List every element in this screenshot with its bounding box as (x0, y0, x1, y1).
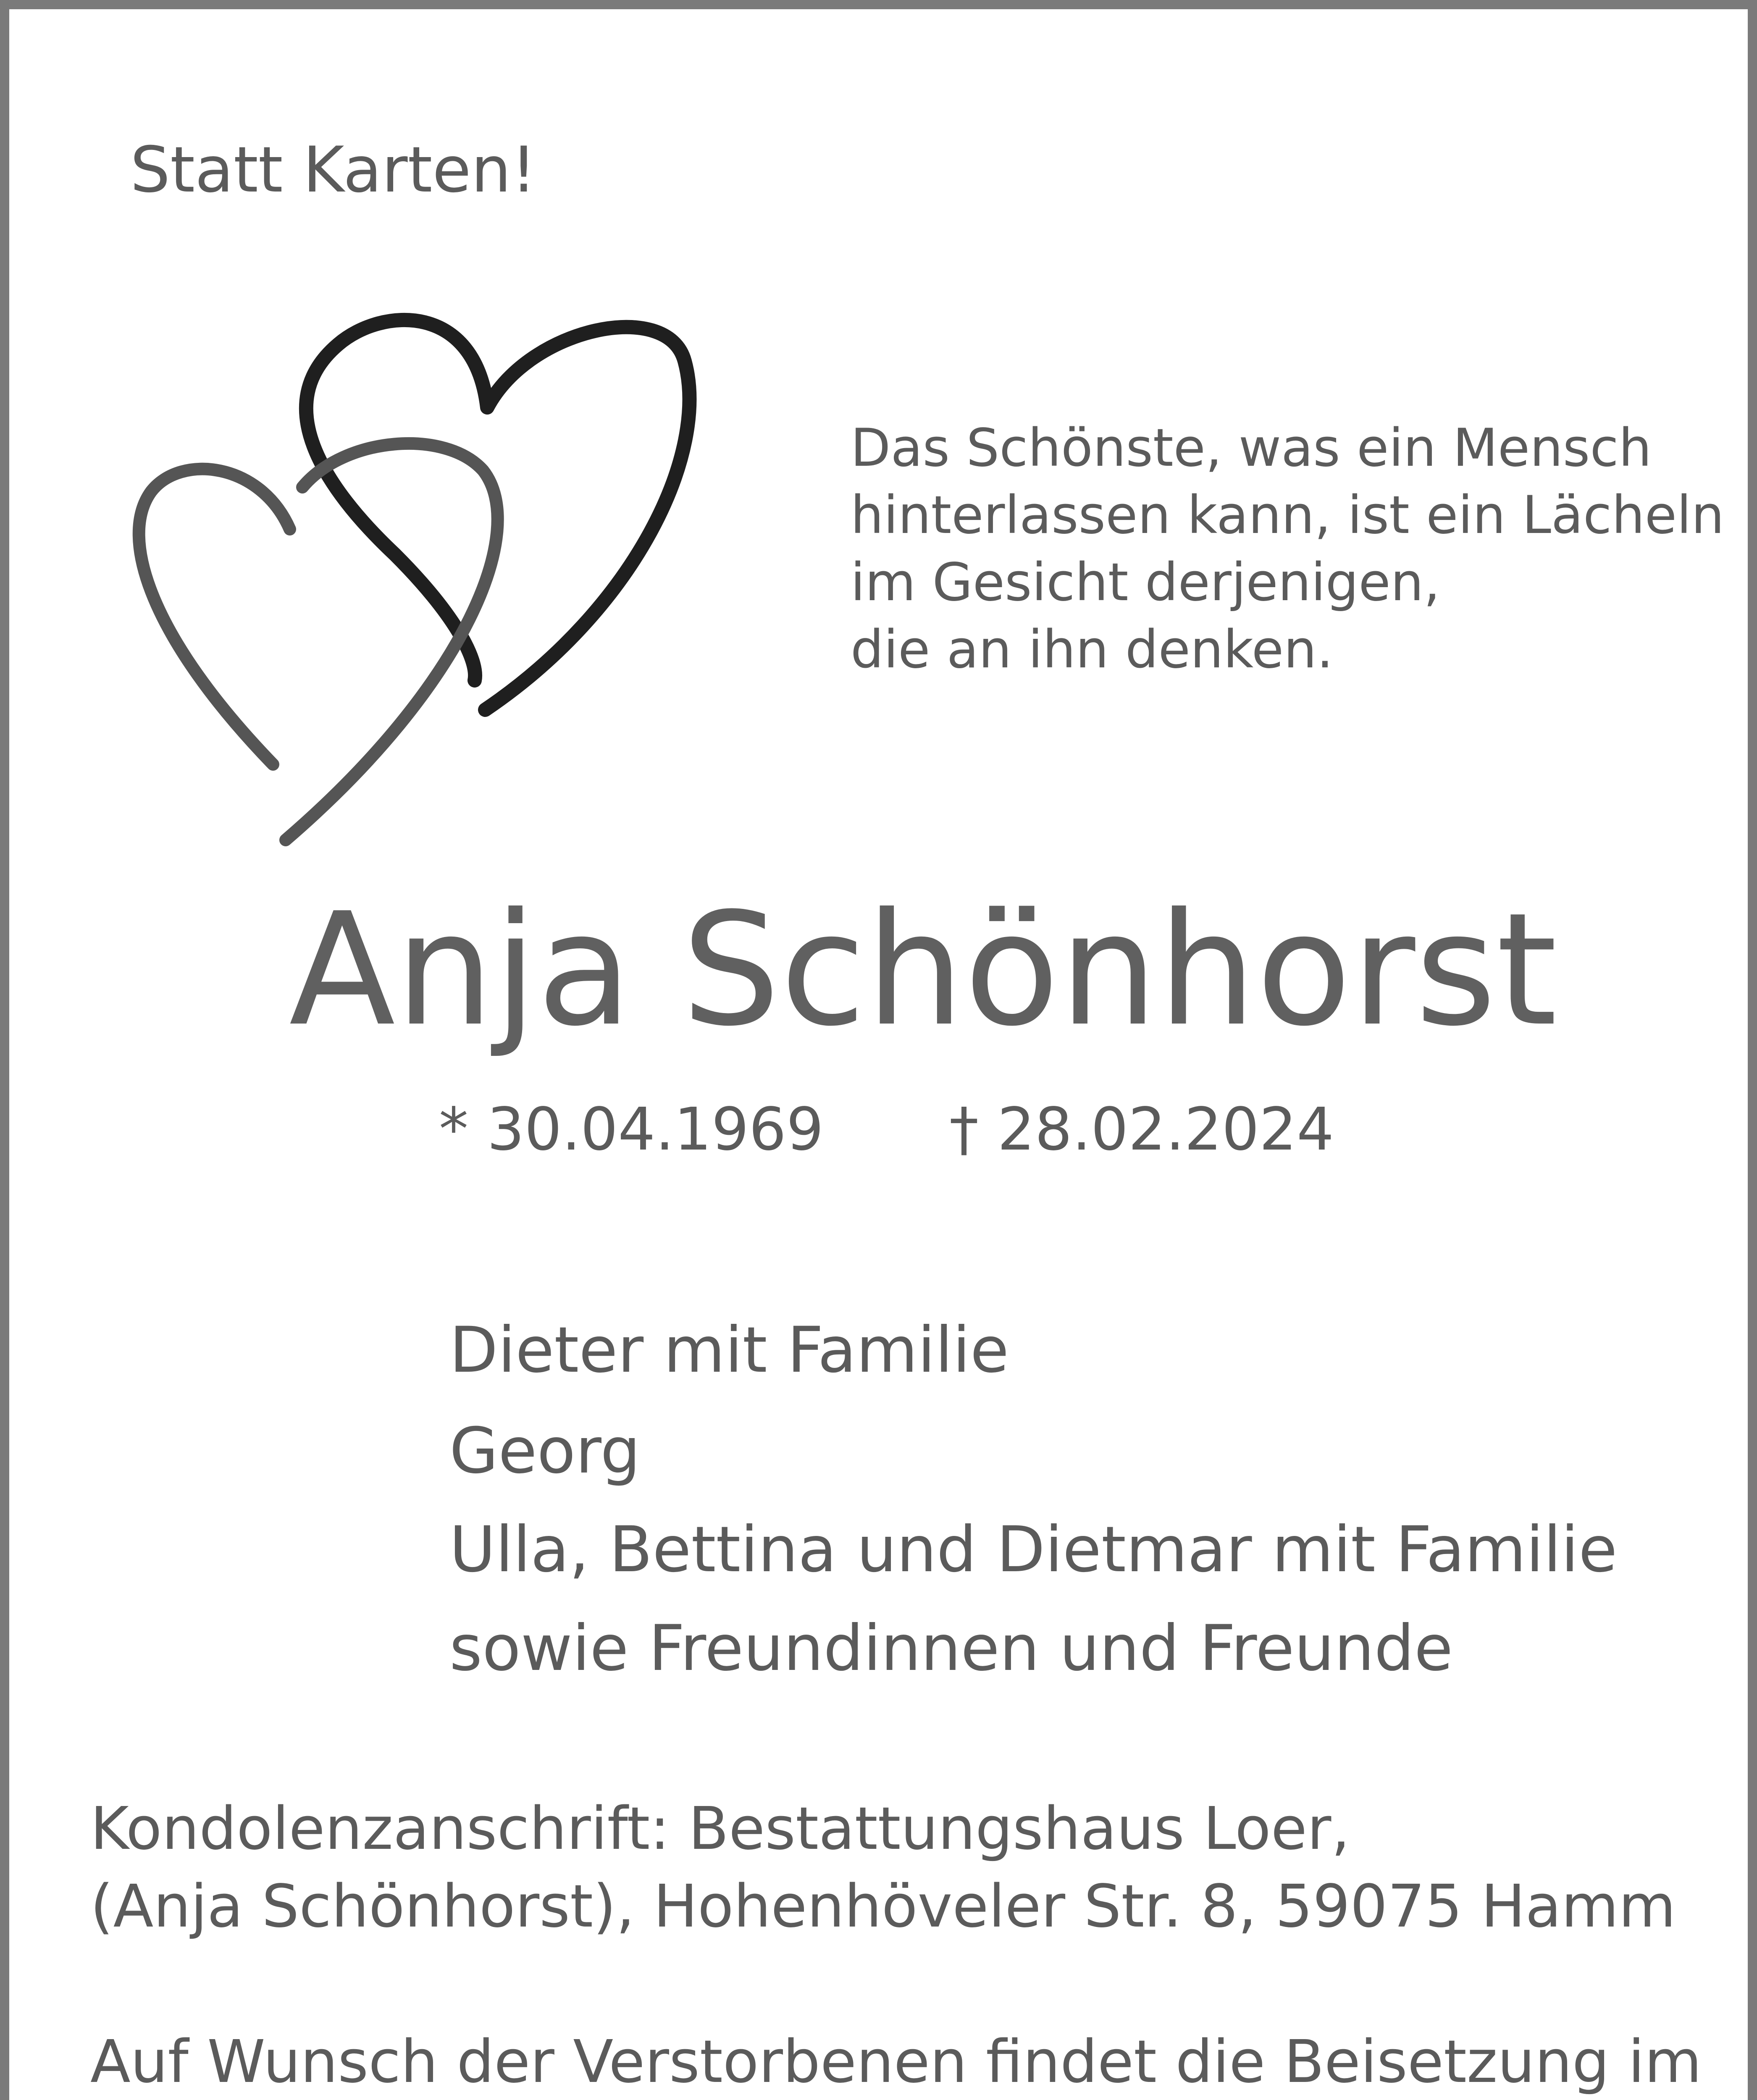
mourner-line: sowie Freundinnen und Freunde (449, 1612, 1453, 1685)
header-text: Statt Karten! (130, 134, 536, 207)
death-date: † 28.02.2024 (949, 1095, 1334, 1164)
light-heart-outline (139, 444, 498, 840)
burial-note-line: Auf Wunsch der Verstorbenen findet die Beisetzung im (90, 2028, 1702, 2096)
two-hearts-icon (126, 294, 722, 861)
verse-line: Das Schönste, was ein Mensch (851, 418, 1652, 478)
verse-line: die an ihn denken. (851, 620, 1334, 680)
verse-line: im Gesicht derjenigen, (851, 552, 1440, 613)
deceased-name: Anja Schönhorst (289, 880, 1557, 1060)
condolence-address-line: Kondolenzanschrift: Bestattungshaus Loer, (90, 1795, 1350, 1863)
condolence-address-line: (Anja Schönhorst), Hohenhöveler Str. 8, 59075 Hamm (90, 1872, 1676, 1941)
mourner-line: Georg (449, 1415, 641, 1488)
verse-line: hinterlassen kann, ist ein Lächeln (851, 485, 1725, 546)
birth-date: * 30.04.1969 (439, 1095, 824, 1164)
mourner-line: Ulla, Bettina und Dietmar mit Familie (449, 1513, 1618, 1586)
mourner-line: Dieter mit Familie (449, 1314, 1009, 1387)
